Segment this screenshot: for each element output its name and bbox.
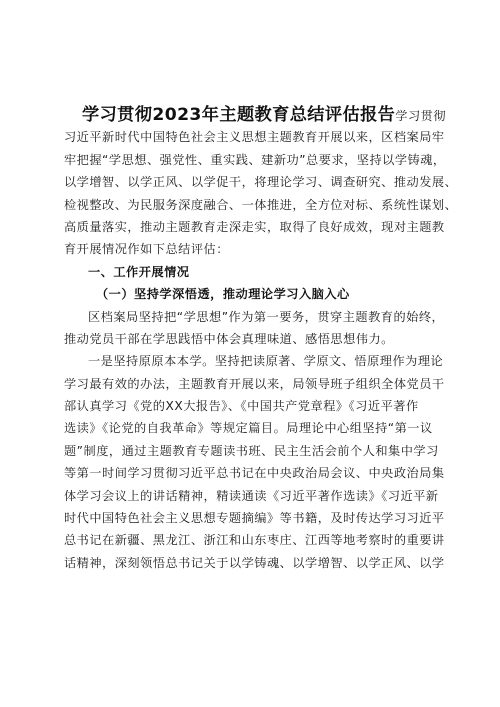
paragraph-line: 总书记在新疆、黑龙江、浙江和山东枣庄、江西等地考察时的重要讲 [64,533,445,548]
paragraph-line: 选读》《论党的自我革命》等规定篇目。局理论中心组坚持“第一议 [64,421,433,436]
paragraph-line: 部认真学习《党的XX大报告》、《中国共产党章程》《习近平著作 [64,399,419,414]
intro-line: 育开展情况作如下总结评估： [64,242,229,257]
intro-line: 检视整改、为民服务深度融合、一体推进，全方位对标、系统性谋划、 [64,197,458,212]
intro-line: 高质量落实，推动主题教育走深走实，取得了良好成效，现对主题教 [64,219,445,234]
paragraph-line: 推动党员干部在学思践悟中体会真理味道、感悟思想伟力。 [64,331,394,346]
document-body [64,104,458,574]
document-title: 学习贯彻2023年主题教育总结评估报告 [82,105,396,125]
intro-line: 习近平新时代中国特色社会主义思想主题教育开展以来，区档案局牢 [64,130,445,145]
paragraph-line: 一是坚持原原本本学。坚持把读原著、学原文、悟原理作为理论 [88,354,444,369]
paragraph-line: 区档案局坚持把“学思想”作为第一要务，贯穿主题教育的始终， [88,309,445,324]
paragraph-line: 学习最有效的办法，主题教育开展以来，局领导班子组织全体党员干 [64,376,445,391]
paragraph-line: 体学习会议上的讲话精神，精读通读《习近平著作选读》《习近平新 [64,488,439,503]
title-line [64,104,447,126]
intro-line: 学习贯彻 [395,109,447,123]
intro-line: 以学增智、以学正风、以学促干，将理论学习、调查研究、推动发展、 [64,175,458,190]
intro-line: 牢把握“学思想、强党性、重实践、建新功”总要求，坚持以学铸魂， [64,152,446,167]
paragraph-line: 等第一时间学习贯彻习近平总书记在中央政治局会议、中央政治局集 [64,466,445,481]
paragraph-line: 时代中国特色社会主义思想专题摘编》等书籍，及时传达学习习近平 [64,511,445,526]
paragraph-line: 题”制度，通过主题教育专题读书班、民主生活会前个人和集中学习 [64,443,439,458]
paragraph-line: 话精神，深刻领悟总书记关于以学铸魂、以学增智、以学正风、以学 [64,555,445,570]
section-heading: 一、工作开展情况 [88,264,190,279]
subsection-heading: （一）坚持学深悟透，推动理论学习入脑入心 [96,287,350,302]
